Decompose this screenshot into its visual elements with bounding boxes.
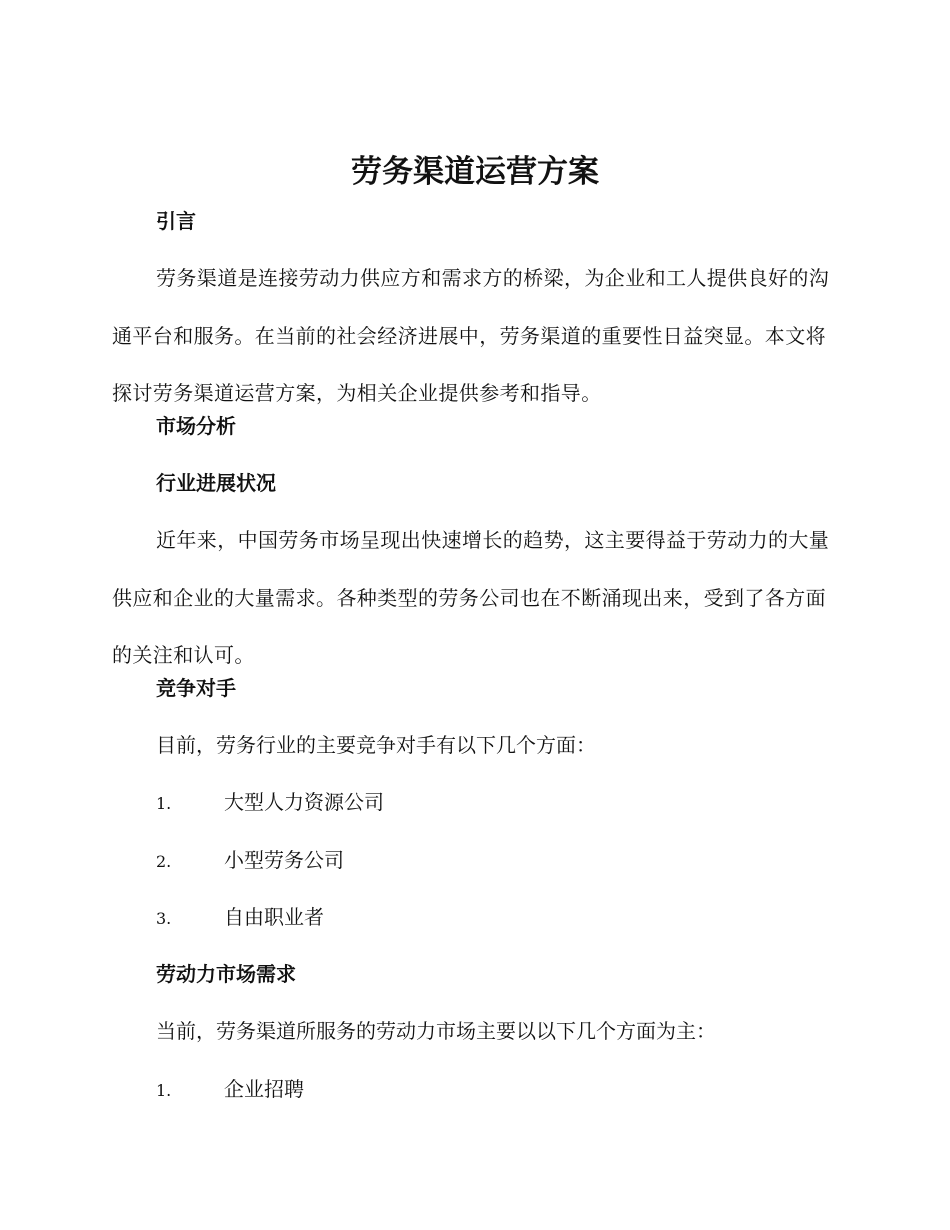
list-item bbox=[156, 787, 384, 819]
section-heading-competitors: 竞争对手 bbox=[156, 676, 236, 700]
section-heading-intro: 引言 bbox=[156, 209, 196, 233]
demand-intro: 当前，劳务渠道所服务的劳动力市场主要以以下几个方面为主： bbox=[156, 1019, 716, 1043]
section-heading-industry: 行业进展状况 bbox=[156, 471, 276, 495]
list-item bbox=[156, 845, 344, 877]
list-number: 1. bbox=[156, 1081, 172, 1100]
list-item-text: 小型劳务公司 bbox=[224, 848, 344, 872]
list-item bbox=[156, 1074, 304, 1106]
list-number: 3. bbox=[156, 909, 172, 928]
list-item-text: 企业招聘 bbox=[224, 1077, 304, 1101]
competitor-intro: 目前，劳务行业的主要竞争对手有以下几个方面： bbox=[156, 733, 596, 757]
list-number: 2. bbox=[156, 852, 172, 871]
list-item bbox=[156, 902, 324, 934]
industry-paragraph: 近年来，中国劳务市场呈现出快速增长的趋势，这主要得益于劳动力的大量供应和企业的大量需求。各种类型的劳务公司也在不断涌现出来，受到了各方面的关注和认可。 bbox=[112, 528, 830, 667]
list-item-text: 大型人力资源公司 bbox=[224, 790, 384, 814]
document-title: 劳务渠道运营方案 bbox=[351, 154, 599, 190]
section-heading-demand: 劳动力市场需求 bbox=[156, 962, 296, 986]
list-item-text: 自由职业者 bbox=[224, 905, 324, 929]
section-heading-market: 市场分析 bbox=[156, 414, 236, 438]
intro-paragraph: 劳务渠道是连接劳动力供应方和需求方的桥梁，为企业和工人提供良好的沟通平台和服务。在当前的社会经济进展中，劳务渠道的重要性日益突显。本文将探讨劳务渠道运营方案，为相关企业提供参考和指导。 bbox=[112, 266, 830, 405]
list-number: 1. bbox=[156, 794, 172, 813]
